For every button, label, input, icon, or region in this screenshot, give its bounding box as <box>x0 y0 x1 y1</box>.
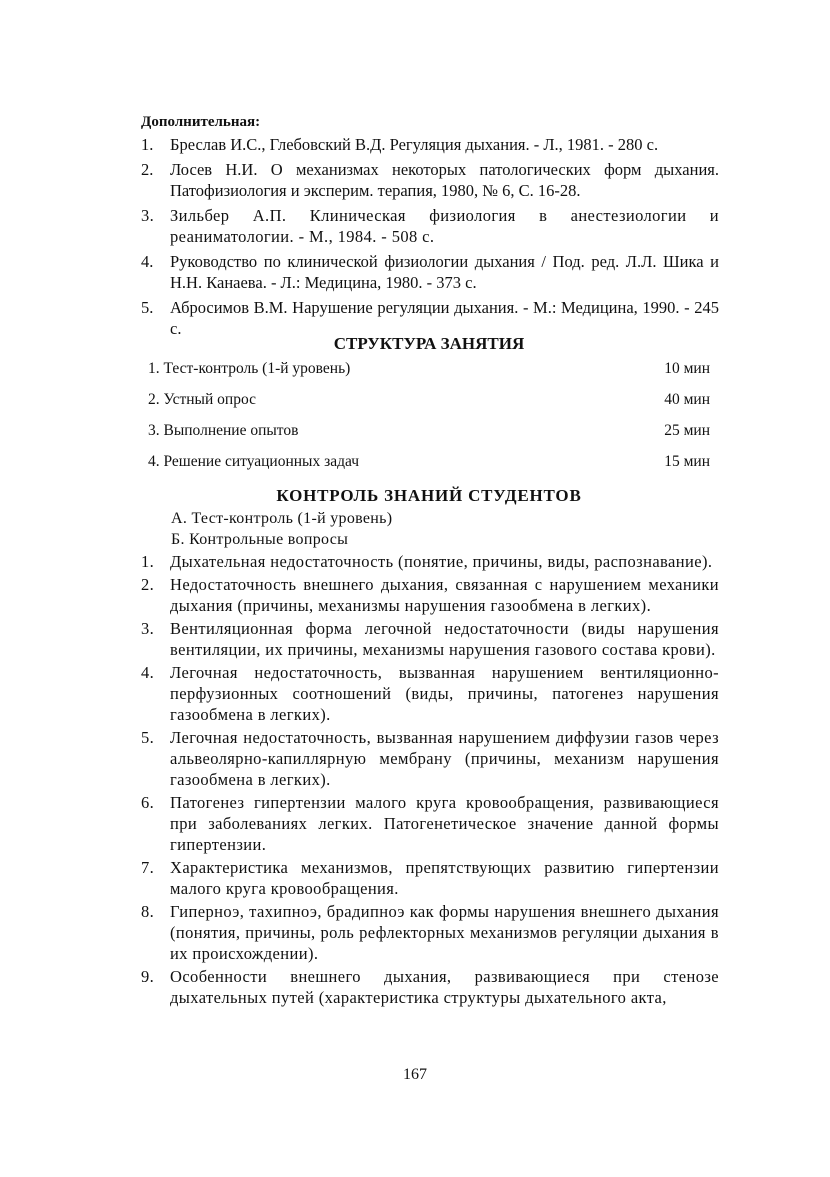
item-text: Абросимов В.М. Нарушение регуляции дыхания. - М.: Медицина, 1990. - 245 с. <box>170 298 719 338</box>
item-number: 7. <box>141 858 155 877</box>
control-questions-list <box>141 551 719 1008</box>
subsection-b: Б. Контрольные вопросы <box>171 531 349 548</box>
item-number: 5. <box>141 728 155 747</box>
list-item <box>141 205 719 247</box>
item-number: 3. <box>141 619 155 638</box>
item-number: 4. <box>141 663 155 682</box>
list-item <box>141 662 719 725</box>
list-item <box>141 551 719 572</box>
item-number: 3. <box>141 206 155 225</box>
item-text: Недостаточность внешнего дыхания, связанная с нарушением механики дыхания (причины, механизмы нарушения газообмена в легких). <box>170 575 719 615</box>
list-item <box>141 618 719 660</box>
additional-literature-list <box>141 134 719 339</box>
item-number: 1. <box>141 552 155 571</box>
control-heading: КОНТРОЛЬ ЗНАНИЙ СТУДЕНТОВ <box>276 486 582 505</box>
list-item <box>141 134 719 155</box>
item-text: Зильбер А.П. Клиническая физиология в анестезиологии и реаниматологии. - М., 1984. - 508 с. <box>170 206 719 246</box>
item-text: Патогенез гипертензии малого круга кровообращения, развивающиеся при заболеваниях легких. Патогенетическое значение данной формы гипертензии. <box>170 793 719 854</box>
item-number: 2. <box>141 160 154 179</box>
subsection-a: А. Тест-контроль (1-й уровень) <box>171 510 393 527</box>
list-item <box>141 966 719 1008</box>
item-text: Легочная недостаточность, вызванная нарушением вентиляционно-перфузионных соотношений (виды, причины, патогенез нарушения газообмена в легких). <box>170 663 719 724</box>
item-number: 4. <box>141 252 154 271</box>
list-item <box>141 251 719 293</box>
structure-row-time: 10 мин <box>664 360 710 377</box>
list-item <box>141 901 719 964</box>
item-text: Бреслав И.С., Глебовский В.Д. Регуляция дыхания. - Л., 1981. - 280 с. <box>170 135 659 154</box>
structure-heading: СТРУКТУРА ЗАНЯТИЯ <box>333 334 525 353</box>
item-text: Лосев Н.И. О механизмах некоторых патологических форм дыхания. Патофизиология и эксперим. терапия, 1980, № 6, С. 16-28. <box>170 160 719 200</box>
item-text: Легочная недостаточность, вызванная нарушением диффузии газов через альвеолярно-капиллярную мембрану (причины, механизм нарушения газообмена в легких). <box>170 728 719 789</box>
structure-row <box>148 391 710 409</box>
structure-row-time: 15 мин <box>664 453 710 470</box>
item-number: 9. <box>141 967 155 986</box>
item-number: 2. <box>141 575 155 594</box>
list-item <box>141 297 719 339</box>
list-item <box>141 574 719 616</box>
item-text: Особенности внешнего дыхания, развивающиеся при стенозе дыхательных путей (характеристика структуры дыхательного акта, <box>170 967 719 1007</box>
additional-literature-label: Дополнительная: <box>141 114 261 130</box>
item-number: 6. <box>141 793 155 812</box>
list-item <box>141 159 719 201</box>
structure-row <box>148 422 710 440</box>
structure-row <box>148 360 710 378</box>
structure-row-time: 40 мин <box>664 391 710 408</box>
item-text: Гиперноэ, тахипноэ, брадипноэ как формы нарушения внешнего дыхания (понятия, причины, роль рефлекторных механизмов регуляции дыхания в их происхождении). <box>170 902 719 963</box>
list-item <box>141 857 719 899</box>
item-number: 1. <box>141 135 154 154</box>
list-item <box>141 792 719 855</box>
item-text: Дыхательная недостаточность (понятие, причины, виды, распознавание). <box>170 552 713 571</box>
item-number: 8. <box>141 902 155 921</box>
structure-row <box>148 453 710 471</box>
structure-row-label: 2. Устный опрос <box>148 391 256 408</box>
list-item <box>141 727 719 790</box>
structure-row-label: 3. Выполнение опытов <box>148 422 299 439</box>
item-number: 5. <box>141 298 154 317</box>
item-text: Характеристика механизмов, препятствующих развитию гипертензии малого круга кровообращения. <box>170 858 719 898</box>
structure-row-label: 4. Решение ситуационных задач <box>148 453 360 470</box>
structure-row-label: 1. Тест-контроль (1-й уровень) <box>148 360 351 377</box>
structure-row-time: 25 мин <box>664 422 710 439</box>
item-text: Руководство по клинической физиологии дыхания / Под. ред. Л.Л. Шика и Н.Н. Канаева. - Л.: Медицина, 1980. - 373 с. <box>170 252 719 292</box>
page-number: 167 <box>403 1066 427 1083</box>
item-text: Вентиляционная форма легочной недостаточности (виды нарушения вентиляции, их причины, механизмы нарушения газового состава крови). <box>170 619 719 659</box>
